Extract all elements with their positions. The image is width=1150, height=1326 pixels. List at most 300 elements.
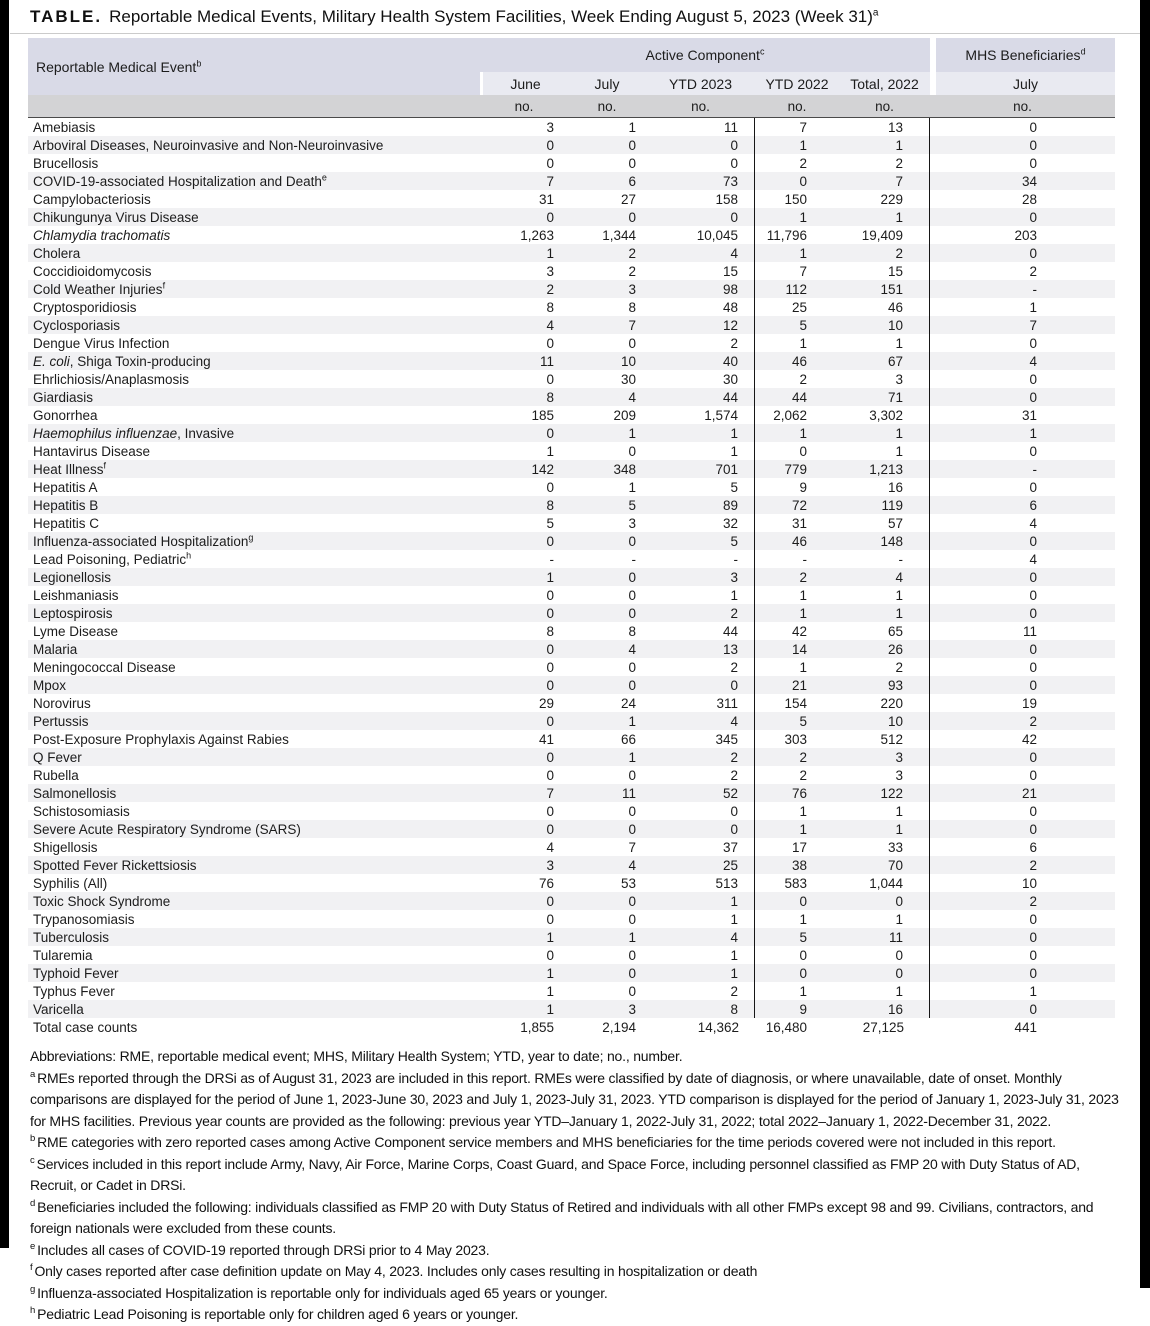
table-title (30, 7, 878, 27)
cell-value: 0 (646, 208, 755, 226)
cell-value: 1 (839, 442, 930, 460)
cell-value: 3 (480, 856, 568, 874)
cell-value: 1 (839, 982, 930, 1000)
column-header-month: YTD 2022 (755, 72, 839, 95)
column-header-month: June (480, 72, 568, 95)
footnote: Abbreviations: RME, reportable medical event; MHS, Military Health System; YTD, year to date; no., number. (30, 1048, 683, 1064)
cell-value: 7 (799, 119, 807, 135)
cell-value: 0 (628, 803, 636, 819)
cell-value: 5 (546, 515, 554, 531)
cell-value: 5 (646, 478, 755, 496)
cell-value: 19 (1021, 695, 1037, 711)
cell-value: 98 (646, 280, 755, 298)
cell-value: 11 (480, 352, 568, 370)
row-label: Cryptosporidiosis (33, 299, 137, 315)
cell-value: 57 (839, 514, 930, 532)
cell-value: 0 (480, 820, 568, 838)
cell-value: 0 (546, 659, 554, 675)
cell-value: 0 (568, 208, 646, 226)
table-row (28, 550, 1115, 568)
cell-value: 0 (930, 964, 1115, 982)
table-row (28, 622, 1115, 640)
cell-value: 2 (839, 244, 930, 262)
cell-value: 148 (839, 532, 930, 550)
cell-value: 48 (646, 298, 755, 316)
cell-value: 119 (839, 496, 930, 514)
footnote: $^b$ RME categories with zero reported cases among Active Component service members and MHS beneficiaries for the time periods covered were not included in this report. (30, 1133, 1056, 1150)
group-mhs-footnote-marker: d (1080, 46, 1086, 57)
cell-value: 7 (628, 839, 636, 855)
cell-value: 0 (1029, 911, 1037, 927)
cell-value: 4 (930, 352, 1115, 370)
cell-value: 25 (791, 299, 807, 315)
cell-value: 154 (784, 695, 807, 711)
row-label: Shigellosis (33, 839, 98, 855)
cell-value: 0 (1029, 155, 1037, 171)
cell-value: 11 (839, 928, 930, 946)
cell-value: 42 (791, 623, 807, 639)
cell-value: 76 (538, 875, 554, 891)
row-footnote-marker: f (103, 460, 107, 470)
cell-value: 1 (646, 910, 755, 928)
table-row (28, 838, 1115, 856)
cell-value: 8 (480, 388, 568, 406)
row-label: Cyclosporiasis (28, 316, 480, 334)
row-label: Malaria (28, 640, 480, 658)
table-row (28, 118, 1115, 136)
cell-value: 0 (628, 767, 636, 783)
cell-value: 0 (480, 208, 568, 226)
cell-value: 14,362 (697, 1019, 739, 1035)
cell-value: 1 (480, 928, 568, 946)
cell-value: 6 (568, 172, 646, 190)
cell-value: 0 (930, 532, 1115, 550)
row-label: E. coli, Shiga Toxin-producing (28, 352, 480, 370)
footnote-marker: d (30, 1197, 36, 1209)
cell-value: 89 (646, 496, 755, 514)
cell-value: 10 (568, 352, 646, 370)
cell-value: 0 (930, 208, 1115, 226)
footnote: $^h$ Pediatric Lead Poisoning is reportable only for children aged 6 years or younger. (30, 1305, 519, 1322)
cell-value: 0 (930, 244, 1115, 262)
cell-value: 0 (1029, 587, 1037, 603)
row-label: Arboviral Diseases, Neuroinvasive and Non-Neuroinvasive (28, 136, 480, 154)
row-label: Meningococcal Disease (33, 659, 176, 675)
cell-value: 0 (628, 947, 636, 963)
cell-value: 3 (568, 280, 646, 298)
cell-value: 7 (480, 784, 568, 802)
cell-value: 3 (628, 515, 636, 531)
cell-value: 0 (568, 568, 646, 586)
footnote: $^a$ RMEs reported through the DRSi as of August 31, 2023 are included in this report. RMEs were classified by date of diagnosis, or where unavailable, date of onset. Monthly comparisons are displayed for the period of June 1, 2023-June 30, 2023 and July 1, 2023-July 31, 2023. YTD comparison is displayed for the period of January 1, 2023-July 31, 2023 for MHS facilities. Previous year counts are provided as the following: previous year YTD–January 1, 2022-July 31, 2022; total 2022–January 1, 2022-December 31, 2022. (30, 1068, 1119, 1129)
cell-value: 0 (930, 748, 1115, 766)
cell-value: 8 (646, 1000, 755, 1018)
cell-value: 0 (930, 640, 1115, 658)
cell-value: 8 (546, 299, 554, 315)
cell-value: 1,263 (520, 227, 554, 243)
cell-value: 1,044 (839, 874, 930, 892)
cell-value: 5 (755, 928, 839, 946)
cell-value: 0 (546, 767, 554, 783)
cell-value: 2 (799, 767, 807, 783)
cell-value: 0 (546, 803, 554, 819)
cell-value: 2 (568, 244, 646, 262)
cell-value: 25 (646, 856, 755, 874)
header-group-row (28, 38, 1115, 72)
cell-value: 6 (1029, 839, 1037, 855)
row-label: Leishmaniasis (33, 587, 119, 603)
cell-value: 2 (628, 263, 636, 279)
rme-table (28, 38, 1115, 1036)
cell-value: 15 (646, 262, 755, 280)
table-row (28, 406, 1115, 424)
cell-value: 70 (839, 856, 930, 874)
cell-value: 46 (755, 532, 839, 550)
unit-label: no. (839, 95, 930, 118)
cell-value: 28 (1021, 191, 1037, 207)
table-row (28, 442, 1115, 460)
unit-label: no. (930, 95, 1115, 118)
cell-value: 1 (1029, 299, 1037, 315)
cell-value: 7 (568, 316, 646, 334)
cell-value: 72 (755, 496, 839, 514)
cell-value: 0 (628, 335, 636, 351)
row-label: Norovirus (33, 695, 91, 711)
cell-value: 11 (1022, 623, 1037, 639)
cell-value: 0 (480, 604, 568, 622)
table-row (28, 802, 1115, 820)
cell-value: 19,409 (839, 226, 930, 244)
cell-value: 0 (1029, 659, 1037, 675)
cell-value: 0 (546, 371, 554, 387)
row-label: Total case counts (33, 1019, 138, 1035)
cell-value: 2 (646, 334, 755, 352)
row-label: Hantavirus Disease (33, 443, 151, 459)
table-row (28, 910, 1115, 928)
cell-value: 26 (839, 640, 930, 658)
table-row (28, 982, 1115, 1000)
cell-value: 31 (791, 515, 807, 531)
column-header-month: Total, 2022 (839, 72, 930, 95)
row-label: Legionellosis (28, 568, 480, 586)
row-footnote-marker: e (321, 172, 327, 182)
row-label: Hepatitis C (33, 515, 100, 531)
cell-value: 1 (646, 586, 755, 604)
cell-value: 0 (1029, 443, 1037, 459)
cell-value: 2 (839, 154, 930, 172)
cell-value: 71 (839, 388, 930, 406)
cell-value: 151 (839, 280, 930, 298)
cell-value: 1,344 (602, 227, 636, 243)
cell-value: 16 (839, 1000, 930, 1018)
cell-value: 185 (531, 407, 554, 423)
cell-value: 1 (839, 910, 930, 928)
cell-value: 0 (930, 388, 1115, 406)
cell-value: 0 (480, 424, 568, 442)
cell-value: 2 (646, 982, 755, 1000)
cell-value: 11,796 (766, 227, 807, 243)
row-label: Leptospirosis (28, 604, 480, 622)
cell-value: 0 (568, 820, 646, 838)
cell-value: 31 (1021, 407, 1037, 423)
row-footnote-marker: h (186, 550, 192, 560)
cell-value: 5 (568, 496, 646, 514)
cell-value: - (802, 551, 807, 567)
cell-value: 1 (1029, 983, 1037, 999)
footnote-marker: b (30, 1133, 36, 1145)
cell-value: 4 (646, 928, 755, 946)
row-label: Giardiasis (28, 388, 480, 406)
cell-value: 10 (839, 316, 930, 334)
cell-value: - (631, 551, 636, 567)
cell-value: 0 (839, 892, 930, 910)
table-row (28, 244, 1115, 262)
cell-value: 65 (839, 622, 930, 640)
cell-value: 1 (646, 442, 755, 460)
cell-value: 3 (546, 119, 554, 135)
cell-value: 7 (480, 172, 568, 190)
column-header-month: July (930, 72, 1115, 95)
cell-value: 0 (628, 587, 636, 603)
cell-value: 0 (1029, 947, 1037, 963)
row-label: Amebiasis (33, 119, 96, 135)
cell-value: 24 (620, 695, 636, 711)
table-row (28, 262, 1115, 280)
cell-value: 16,480 (765, 1019, 807, 1035)
row-footnote-marker: g (248, 532, 254, 542)
cell-value: 1 (480, 1000, 568, 1018)
cell-value: 1 (646, 964, 755, 982)
table-row (28, 892, 1115, 910)
row-label: Hepatitis B (28, 496, 480, 514)
table-row (28, 766, 1115, 784)
table-row (28, 514, 1115, 532)
cell-value: 0 (480, 676, 568, 694)
cell-value: 1,213 (839, 460, 930, 478)
cell-value: 4 (568, 640, 646, 658)
cell-value: 44 (646, 622, 755, 640)
table-row (28, 388, 1115, 406)
cell-value: 38 (755, 856, 839, 874)
cell-value: 1 (799, 335, 807, 351)
footnote-marker: f (30, 1262, 33, 1274)
cell-value: 2 (755, 748, 839, 766)
cell-value: 34 (930, 172, 1115, 190)
cell-value: 1 (755, 820, 839, 838)
cell-value: 2 (646, 604, 755, 622)
cell-value: 0 (1029, 479, 1037, 495)
cell-value: 0 (646, 136, 755, 154)
cell-value: 2 (646, 658, 755, 676)
cell-value: 10,045 (646, 226, 755, 244)
cell-value: 1 (755, 424, 839, 442)
row-label: Campylobacteriosis (33, 191, 151, 207)
cell-value: 15 (839, 262, 930, 280)
cell-value: 8 (628, 623, 636, 639)
cell-value: 513 (646, 874, 755, 892)
cell-value: 3 (546, 263, 554, 279)
cell-value: 0 (755, 892, 839, 910)
table-row (28, 640, 1115, 658)
cell-value: 7 (839, 172, 930, 190)
row-label: Hepatitis A (33, 479, 98, 495)
column-group-mhs-beneficiaries (930, 38, 1115, 72)
cell-value: 41 (538, 731, 554, 747)
cell-value: 2,062 (773, 407, 807, 423)
cell-value: 0 (646, 820, 755, 838)
cell-value: 3 (839, 766, 930, 784)
table-row (28, 316, 1115, 334)
table-row (28, 370, 1115, 388)
rme-data-table (28, 38, 1115, 1036)
cell-value: 2 (930, 892, 1115, 910)
cell-value: 44 (755, 388, 839, 406)
row-label: Brucellosis (33, 155, 99, 171)
cell-value: 701 (646, 460, 755, 478)
cell-value: 37 (646, 838, 755, 856)
table-row (28, 334, 1115, 352)
cell-value: 1 (546, 983, 554, 999)
cell-value: 112 (755, 280, 839, 298)
cell-value: 2 (839, 658, 930, 676)
table-row (28, 694, 1115, 712)
footnotes (30, 1046, 1124, 1326)
table-row (28, 730, 1115, 748)
scan-edge-left (0, 0, 9, 1248)
cell-value: 150 (784, 191, 807, 207)
table-row (28, 190, 1115, 208)
cell-value: 11 (568, 784, 646, 802)
cell-value: 0 (646, 802, 755, 820)
table-row (28, 208, 1115, 226)
cell-value: 1 (568, 748, 646, 766)
table-row (28, 676, 1115, 694)
cell-value: 1 (755, 136, 839, 154)
row-label: Rubella (33, 767, 79, 783)
cell-value: 0 (628, 155, 636, 171)
cell-value: 1 (839, 424, 930, 442)
cell-value: 0 (799, 443, 807, 459)
cell-value: 7 (799, 263, 807, 279)
cell-value: 1 (646, 946, 755, 964)
cell-value: 76 (755, 784, 839, 802)
row-label: Lyme Disease (33, 623, 119, 639)
cell-value: 1 (799, 983, 807, 999)
cell-value: 4 (1029, 515, 1037, 531)
column-header-month: July (568, 72, 646, 95)
cell-value: 0 (930, 136, 1115, 154)
cell-value: 17 (791, 839, 807, 855)
cell-value: 12 (646, 316, 755, 334)
row-label: Severe Acute Respiratory Syndrome (SARS) (28, 820, 480, 838)
column-header-rme-footnote-marker: b (196, 57, 202, 68)
table-row (28, 748, 1115, 766)
table-row (28, 226, 1115, 244)
row-label: Varicella (28, 1000, 480, 1018)
footnote-marker: h (30, 1305, 36, 1317)
cell-value: 2 (480, 280, 568, 298)
cell-value: 46 (839, 298, 930, 316)
header-unit-row (28, 95, 1115, 118)
cell-value: 0 (480, 532, 568, 550)
cell-value: 0 (480, 892, 568, 910)
cell-value: 1 (480, 244, 568, 262)
unit-label: no. (480, 95, 568, 118)
table-row (28, 874, 1115, 892)
cell-value: 0 (646, 676, 755, 694)
cell-value: 2 (1029, 263, 1037, 279)
row-label: Spotted Fever Rickettsiosis (28, 856, 480, 874)
cell-value: 6 (930, 496, 1115, 514)
cell-value: 4 (568, 856, 646, 874)
column-header-rme (28, 38, 480, 95)
cell-value: 203 (1014, 227, 1037, 243)
footnote: $^c$ Services included in this report include Army, Navy, Air Force, Marine Corps, Coast Guard, and Space Force, including personnel classified as FMP 20 with Duty Status of AD, Recruit, or Cadet in DRSi. (30, 1154, 1080, 1193)
table-row (28, 946, 1115, 964)
cell-value: 1,574 (646, 406, 755, 424)
cell-value: 1 (839, 334, 930, 352)
cell-value: 0 (628, 983, 636, 999)
cell-value: 4 (839, 568, 930, 586)
table-row (28, 586, 1115, 604)
row-label: Toxic Shock Syndrome (28, 892, 480, 910)
row-footnote-marker: f (162, 280, 166, 290)
cell-value: 0 (930, 928, 1115, 946)
cell-value: 1 (546, 443, 554, 459)
footnote: $^g$ Influenza-associated Hospitalization is reportable only for individuals aged 65 years or younger. (30, 1283, 608, 1301)
row-label: Haemophilus influenzae, Invasive (28, 424, 480, 442)
cell-value: 0 (930, 568, 1115, 586)
cell-value: 1 (568, 712, 646, 730)
group-active-component-footnote-marker: c (759, 46, 765, 57)
cell-value: 5 (646, 532, 755, 550)
cell-value: 3 (839, 370, 930, 388)
cell-value: 67 (839, 352, 930, 370)
cell-value: 42 (1021, 731, 1037, 747)
cell-value: 0 (546, 155, 554, 171)
table-row (28, 298, 1115, 316)
cell-value: 93 (839, 676, 930, 694)
cell-value: 0 (568, 136, 646, 154)
table-row (28, 712, 1115, 730)
row-label: Lead Poisoning, Pediatric$^h$ (33, 550, 192, 567)
cell-value: 1 (480, 568, 568, 586)
cell-value: 10 (1021, 875, 1037, 891)
cell-value: 1 (799, 587, 807, 603)
cell-value: 0 (930, 1000, 1115, 1018)
row-label: Q Fever (28, 748, 480, 766)
group-mhs-text: MHS Beneficiaries (965, 47, 1081, 63)
cell-value: 0 (799, 947, 807, 963)
cell-value: 779 (755, 460, 839, 478)
row-label: Salmonellosis (28, 784, 480, 802)
total-row (28, 1018, 1115, 1036)
row-label: Schistosomiasis (33, 803, 130, 819)
cell-value: 14 (755, 640, 839, 658)
cell-value: 1 (799, 803, 807, 819)
row-label: Gonorrhea (33, 407, 98, 423)
cell-value: 0 (930, 676, 1115, 694)
cell-value: 0 (930, 604, 1115, 622)
footnote: $^f$ Only cases reported after case definition update on May 4, 2023. Includes only cases resulting in hospitalization or death (30, 1262, 758, 1279)
cell-value: 4 (646, 244, 755, 262)
cell-value: 3,302 (839, 406, 930, 424)
cell-value: 0 (628, 443, 636, 459)
cell-value: 512 (839, 730, 930, 748)
cell-value: 0 (480, 712, 568, 730)
footnote-marker: g (30, 1283, 36, 1295)
cell-value: 0 (930, 820, 1115, 838)
